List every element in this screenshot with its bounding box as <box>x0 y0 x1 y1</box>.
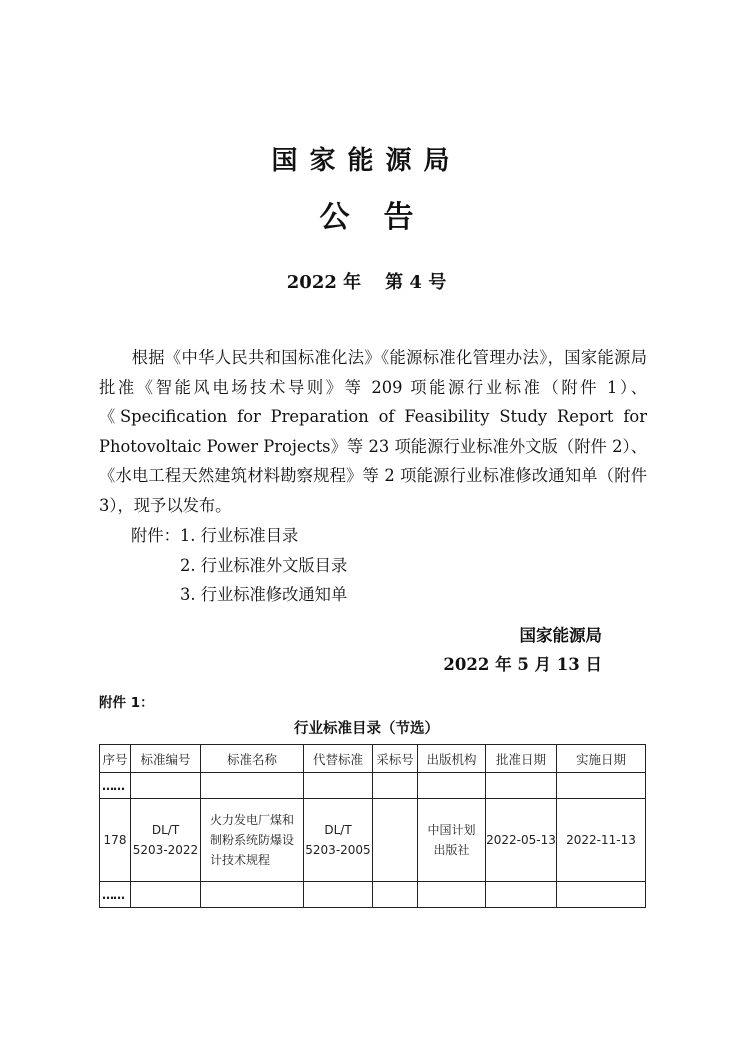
standard-name-cell: 火力发电厂煤和制粉系统防爆设计技术规程 <box>201 799 304 882</box>
table-row-ellipsis <box>100 882 646 908</box>
attachment-list-first <box>131 521 298 551</box>
ellipsis-cell: …… <box>100 882 131 908</box>
table-row <box>100 799 646 882</box>
adoption-no-cell <box>373 799 418 882</box>
signature-date: 2022 年 5 月 13 日 <box>443 655 602 674</box>
column-header: 采标号 <box>373 745 418 773</box>
doc-type-char-1: 公 <box>319 200 350 235</box>
standard-code-line: DL/T <box>151 823 180 837</box>
standard-code-line: 5203-2022 <box>132 843 199 857</box>
column-header: 序号 <box>100 745 131 773</box>
replaces-line: 5203-2005 <box>305 843 371 857</box>
signature-issuer: 国家能源局 <box>519 626 602 645</box>
effective-date-cell: 2022-11-13 <box>557 799 646 882</box>
standard-code-cell <box>131 799 201 882</box>
attachment-item: 2. 行业标准外文版目录 <box>180 556 348 575</box>
approval-date-cell: 2022-05-13 <box>486 799 557 882</box>
replaces-line: DL/T <box>324 823 352 837</box>
publisher-cell <box>418 799 486 882</box>
issuing-authority-title: 国家能源局 <box>271 146 462 176</box>
ellipsis-cell: …… <box>100 773 131 799</box>
doc-type-char-2: 告 <box>383 200 414 235</box>
attachment-item: 3. 行业标准修改通知单 <box>180 585 348 604</box>
column-header: 代替标准 <box>304 745 373 773</box>
column-header: 实施日期 <box>557 745 646 773</box>
column-header: 出版机构 <box>418 745 486 773</box>
replaces-cell <box>304 799 373 882</box>
announcement-body: 根据《中华人民共和国标准化法》《能源标准化管理办法》，国家能源局批准《智能风电场技术导则》等 209 项能源行业标准（附件 1）、《Specification for Preparation of Feasibility Study Report for Photovoltaic Power Projects》等 23 项能源行业标准外文版（附件 2）、《水电工程天然建筑材料勘察规程》等 2 项能源行业标准修改通知单（附件 3），现予以发布。 <box>99 348 647 515</box>
annex-label: 附件 1： <box>99 695 154 711</box>
seq-cell: 178 <box>100 799 131 882</box>
publisher-line: 中国计划 <box>427 823 476 837</box>
attachment-item: 1. 行业标准目录 <box>179 526 299 545</box>
doc-year: 2022 年 <box>286 272 362 293</box>
document-type-title <box>0 196 733 240</box>
table-row-ellipsis <box>100 773 646 799</box>
column-header: 标准名称 <box>201 745 304 773</box>
doc-issue-no: 第 4 号 <box>385 272 447 293</box>
annex-table-title: 行业标准目录（节选） <box>294 721 439 737</box>
standards-table <box>99 744 646 908</box>
attachments-label: 附件： <box>131 526 180 545</box>
column-header: 批准日期 <box>486 745 557 773</box>
publisher-line: 出版社 <box>433 843 470 857</box>
table-header-row <box>100 745 646 773</box>
document-number <box>0 268 733 298</box>
column-header: 标准编号 <box>131 745 201 773</box>
